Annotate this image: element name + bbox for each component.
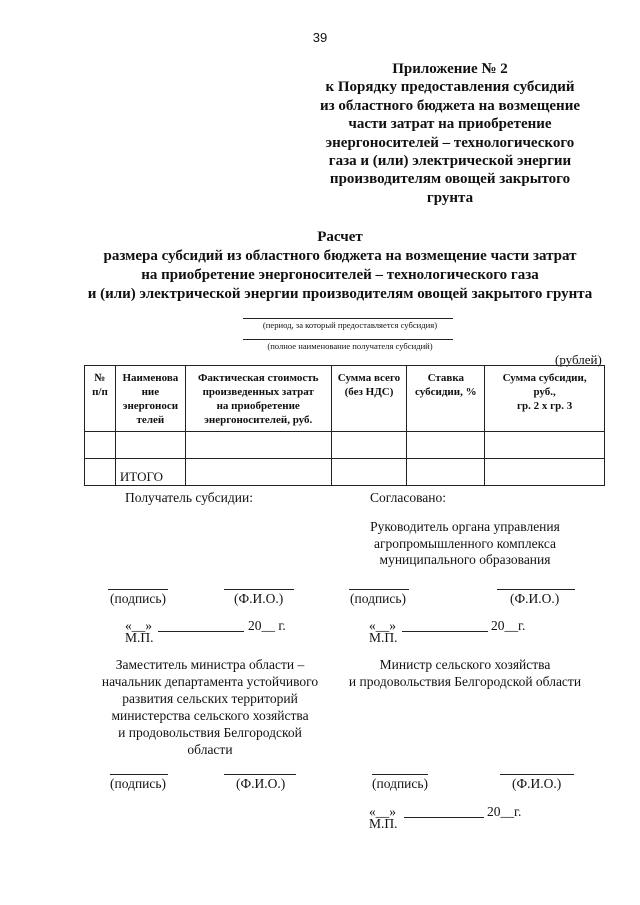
header-number-line: № — [94, 372, 106, 384]
municipal-head-title — [345, 519, 585, 569]
deputy-line: области — [187, 742, 233, 757]
signature-caption: (подпись) — [110, 591, 167, 606]
fio-caption: (Ф.И.О.) — [510, 591, 560, 606]
signature-caption: (подпись) — [372, 776, 429, 791]
minister-line: Министр сельского хозяйства — [379, 657, 551, 672]
minister-line: и продовольствия Белгородской области — [348, 674, 582, 689]
deputy-line: начальник департамента устойчивого — [101, 674, 319, 689]
table-cell — [331, 432, 407, 459]
header-energy-name-line: Наименова — [122, 372, 179, 384]
recipient-caption: (полное наименование получателя субсидий) — [267, 341, 433, 351]
appendix-line: из областного бюджета на возмещение — [320, 97, 580, 114]
table-cell — [185, 459, 331, 486]
signature-line — [108, 589, 168, 590]
header-subsidy-rate-line: Ставка — [427, 372, 465, 384]
deputy-title — [90, 656, 330, 758]
fio-line — [224, 774, 296, 775]
header-energy-name-line: энергоноси — [122, 400, 179, 412]
table-cell — [115, 432, 185, 459]
header-energy-name — [115, 366, 185, 432]
appendix-line: энергоносителей – технологического — [325, 134, 575, 151]
signature-line — [372, 774, 428, 775]
date-line — [402, 631, 488, 632]
header-actual-cost — [185, 366, 331, 432]
header-subsidy-sum-line: руб., — [533, 386, 556, 398]
deputy-line: министерства сельского хозяйства — [111, 708, 309, 723]
signature-caption: (подпись) — [110, 776, 167, 791]
page-number: 39 — [312, 30, 328, 45]
header-total-sum — [331, 366, 407, 432]
recipient-label: Получатель субсидии: — [125, 490, 253, 505]
header-actual-cost-line: Фактическая стоимость — [197, 372, 319, 384]
header-energy-name-line: телей — [136, 414, 165, 426]
table-cell — [485, 459, 605, 486]
header-energy-name-line: ние — [141, 386, 160, 398]
signature-line — [349, 589, 409, 590]
period-fill-line — [243, 318, 453, 319]
table-cell — [407, 432, 485, 459]
agreed-label: Согласовано: — [370, 490, 446, 505]
stamp-place: М.П. — [369, 816, 398, 831]
deputy-line: развития сельских территорий — [122, 691, 298, 706]
header-number-line: п/п — [92, 386, 108, 398]
date-year: 20__г. — [491, 618, 526, 633]
total-label: ИТОГО — [115, 459, 185, 486]
header-subsidy-sum — [485, 366, 605, 432]
appendix-heading — [300, 60, 600, 207]
title-line: Расчет — [317, 229, 363, 245]
signature-caption: (подпись) — [350, 591, 407, 606]
signature-line — [110, 774, 168, 775]
table-cell — [485, 432, 605, 459]
date-year: 20__г. — [487, 804, 522, 819]
table-cell — [85, 432, 116, 459]
header-subsidy-sum-line: гр. 2 х гр. 3 — [517, 400, 573, 412]
title-line: размера субсидий из областного бюджета на возмещение части затрат — [103, 248, 577, 264]
fio-caption: (Ф.И.О.) — [512, 776, 562, 791]
appendix-line: Приложение № 2 — [392, 61, 508, 77]
header-total-sum-line: (без НДС) — [344, 386, 394, 398]
appendix-line: к Порядку предоставления субсидий — [325, 79, 575, 96]
minister-title — [330, 656, 600, 690]
table-cell — [85, 459, 116, 486]
fio-line — [500, 774, 574, 775]
head-line: агропромышленного комплекса — [374, 535, 556, 551]
date-year: 20__ г. — [248, 618, 286, 633]
header-subsidy-rate-line: субсидии, % — [415, 386, 477, 398]
head-line: Руководитель органа управления — [370, 519, 560, 534]
appendix-line: производителям овощей закрытого — [329, 171, 571, 188]
period-caption: (период, за который предоставляется субсидия) — [262, 320, 438, 330]
date-quote: «__» — [369, 618, 396, 633]
fio-line — [224, 589, 294, 590]
header-actual-cost-line: на приобретение — [216, 400, 300, 412]
recipient-fill-line — [243, 339, 453, 340]
date-line — [158, 631, 244, 632]
header-total-sum-line: Сумма всего — [337, 372, 401, 384]
table-cell — [407, 459, 485, 486]
head-line: муниципального образования — [379, 552, 551, 567]
date-quote: «__» — [369, 804, 396, 819]
fio-caption: (Ф.И.О.) — [236, 776, 286, 791]
header-subsidy-sum-line: Сумма субсидии, — [502, 372, 587, 384]
fio-caption: (Ф.И.О.) — [234, 591, 284, 606]
header-actual-cost-line: произведенных затрат — [202, 386, 314, 398]
subsidy-table — [84, 365, 605, 486]
header-subsidy-rate — [407, 366, 485, 432]
document-title — [60, 228, 620, 304]
date-quote: «__» — [125, 618, 152, 633]
appendix-line: грунта — [426, 189, 474, 206]
stamp-place: М.П. — [369, 630, 398, 645]
table-cell — [185, 432, 331, 459]
fio-line — [497, 589, 575, 590]
header-actual-cost-line: энергоносителей, руб. — [204, 414, 313, 426]
appendix-line: газа и (или) электрической энергии — [328, 153, 572, 170]
appendix-line: части затрат на приобретение — [348, 116, 552, 133]
header-number — [85, 366, 116, 432]
deputy-line: и продовольствия Белгородской — [118, 725, 302, 740]
table-total-row — [85, 459, 605, 486]
stamp-place: М.П. — [125, 630, 154, 645]
title-line: на приобретение энергоносителей – технологического газа — [141, 267, 539, 283]
table-row — [85, 432, 605, 459]
table-cell — [331, 459, 407, 486]
title-line: и (или) электрической энергии производителям овощей закрытого грунта — [87, 286, 593, 302]
currency-unit: (рублей) — [555, 352, 602, 367]
date-line — [404, 817, 484, 818]
deputy-line: Заместитель министра области – — [115, 657, 305, 672]
